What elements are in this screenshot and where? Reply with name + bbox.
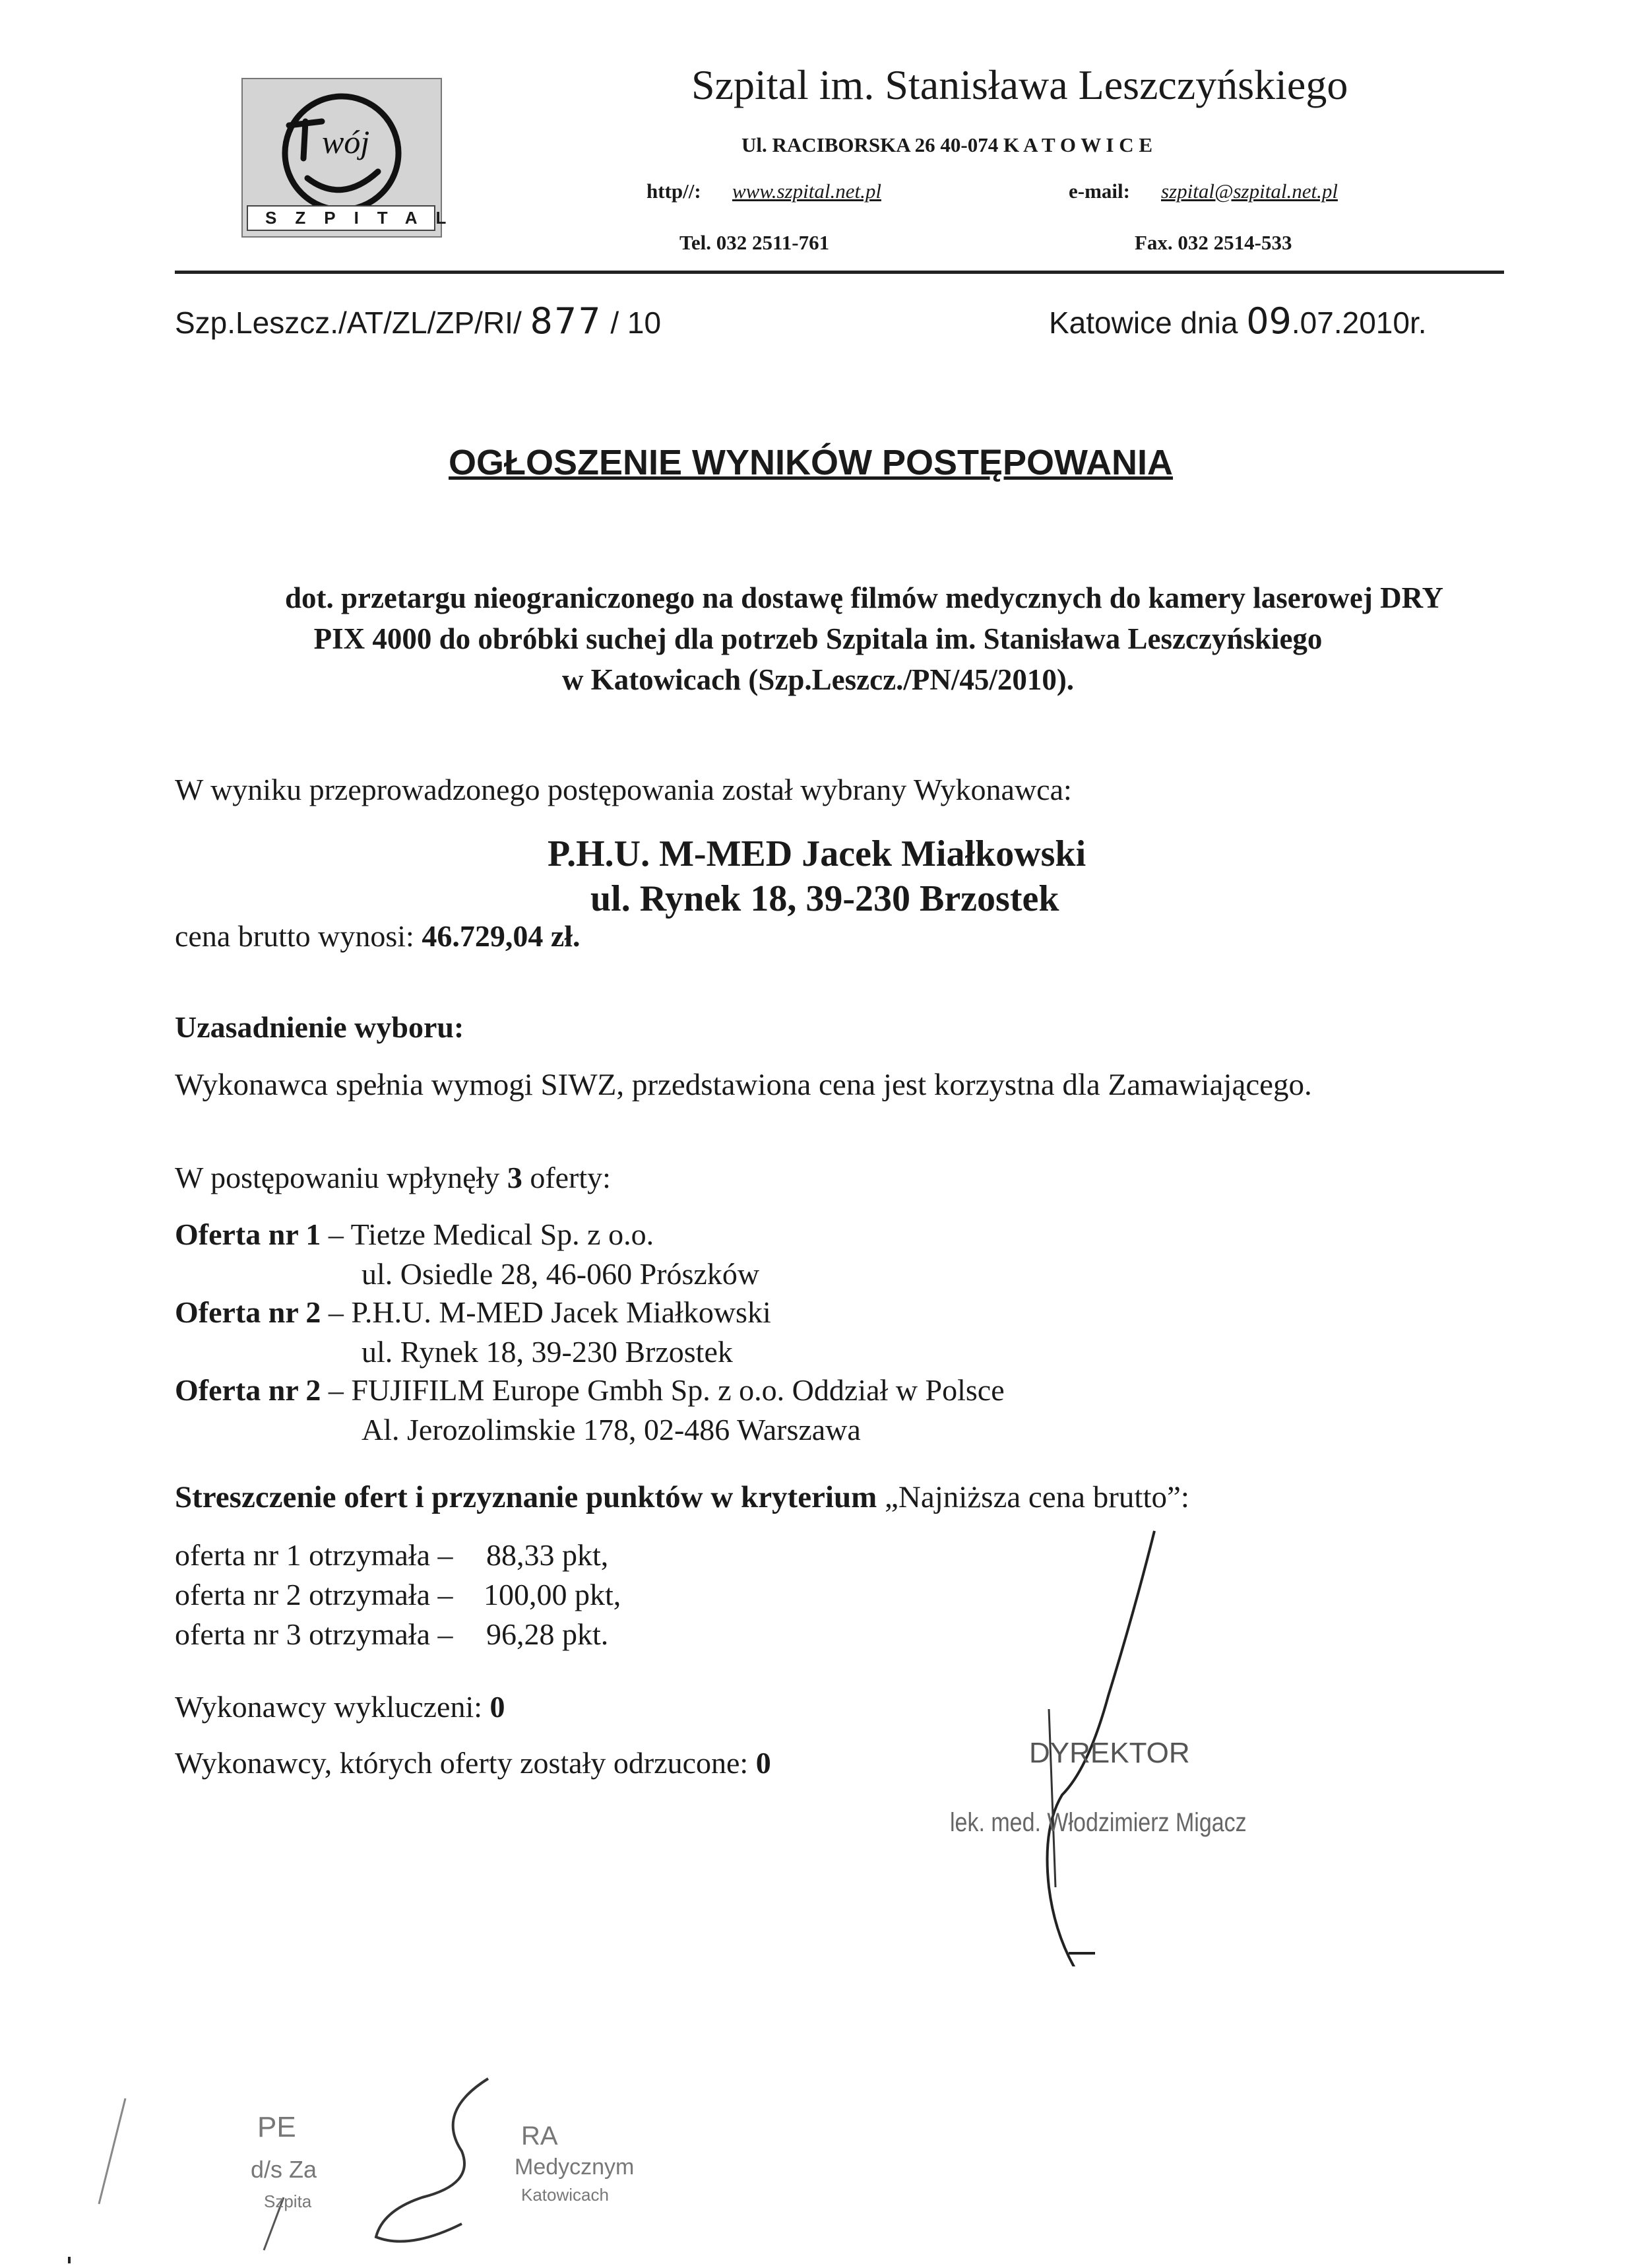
result-lead: W wyniku przeprowadzonego postępowania został wybrany Wykonawca: [175, 773, 1072, 806]
document-title: OGŁOSZENIE WYNIKÓW POSTĘPOWANIA [449, 443, 1174, 482]
justification-text: Wykonawca spełnia wymogi SIWZ, przedstawiona cena jest korzystna dla Zamawiającego. [175, 1068, 1312, 1102]
offer-address: ul. Osiedle 28, 46-060 Prószków [362, 1257, 760, 1291]
hospital-name: Szpital im. Stanisława Leszczyńskiego [691, 61, 1348, 108]
offer-company: – FUJIFILM Europe Gmbh Sp. z o.o. Oddział w Polsce [321, 1373, 1005, 1407]
stamp-line-6: Szpita [264, 2191, 312, 2211]
telephone: Tel. 032 2511-761 [679, 231, 830, 254]
winner-name: P.H.U. M-MED Jacek Miałkowski [548, 833, 1086, 874]
date-suffix: .07.2010r. [1291, 306, 1427, 340]
offers-count: 3 [507, 1161, 522, 1194]
offer-address: ul. Rynek 18, 39-230 Brzostek [362, 1335, 733, 1369]
reference-number [175, 300, 661, 342]
score-row [175, 1617, 609, 1652]
score-row [175, 1577, 621, 1612]
web-label: http//: [646, 179, 701, 203]
signature-stamp-name: lek. med. Włodzimierz Migacz [950, 1808, 1247, 1837]
rejected-offers [175, 1745, 771, 1780]
excluded-value: 0 [489, 1690, 505, 1724]
offer-label: Oferta nr 1 [175, 1217, 321, 1251]
price-value: 46.729,04 zł. [422, 919, 581, 953]
reference-handwritten-number: 877 [530, 300, 602, 342]
score-label: oferta nr 2 otrzymała – [175, 1578, 453, 1611]
winner-address: ul. Rynek 18, 39-230 Brzostek [590, 878, 1059, 919]
offer-label: Oferta nr 2 [175, 1373, 321, 1407]
svg-text:wój: wój [322, 123, 370, 160]
intro-line-3: w Katowicach (Szp.Leszcz./PN/45/2010). [561, 663, 1075, 696]
score-row [175, 1538, 609, 1572]
offer-label: Oferta nr 2 [175, 1295, 321, 1329]
intro-line-2: PIX 4000 do obróbki suchej dla potrzeb Szpitala im. Stanisława Leszczyńskiego [313, 622, 1323, 655]
offer-company: – P.H.U. M-MED Jacek Miałkowski [321, 1295, 771, 1329]
email-link[interactable]: szpital@szpital.net.pl [1161, 179, 1338, 203]
offer-item [175, 1373, 1005, 1408]
signature-stamp-title: DYREKTOR [1029, 1737, 1190, 1769]
offers-lead [175, 1160, 611, 1195]
logo-label: SZPITAL [247, 205, 435, 231]
offers-lead-prefix: W postępowaniu wpłynęły [175, 1161, 507, 1194]
score-points: 100,00 pkt, [484, 1578, 621, 1611]
stamp-line-3: Medycznym [515, 2155, 635, 2180]
score-points: 88,33 pkt, [486, 1538, 609, 1572]
score-label: oferta nr 3 otrzymała – [175, 1617, 453, 1651]
offer-address: Al. Jerozolimskie 178, 02-486 Warszawa [362, 1413, 861, 1446]
hospital-address: Ul. RACIBORSKA 26 40-074 K A T O W I C E [741, 133, 1153, 156]
stamp-line-1: PE [257, 2111, 296, 2143]
date-handwritten-day: 09 [1246, 300, 1292, 342]
stamp-line-2: RA [521, 2122, 558, 2151]
fax: Fax. 032 2514-533 [1135, 231, 1292, 254]
offers-lead-suffix: oferty: [522, 1161, 611, 1194]
bottom-stamp [66, 2072, 660, 2263]
price-label: cena brutto wynosi: [175, 919, 422, 953]
email-label: e-mail: [1069, 179, 1130, 203]
winner-price [175, 919, 581, 954]
hospital-logo [241, 78, 465, 238]
website-link[interactable]: www.szpital.net.pl [732, 179, 881, 203]
summary-heading-text: Streszczenie ofert i przyznanie punktów w kryterium [175, 1480, 885, 1514]
offer-company: – Tietze Medical Sp. z o.o. [321, 1217, 654, 1251]
score-label: oferta nr 1 otrzymała – [175, 1538, 453, 1572]
stamp-line-4: d/s Za [251, 2156, 317, 2183]
intro-line-1: dot. przetargu nieograniczonego na dostawę filmów medycznych do kamery laserowej DRY [284, 581, 1444, 614]
excluded-contractors [175, 1689, 505, 1724]
score-points: 96,28 pkt. [486, 1617, 609, 1651]
reference-suffix: / 10 [602, 306, 662, 340]
rejected-label: Wykonawcy, których oferty zostały odrzucone: [175, 1746, 756, 1780]
date-prefix: Katowice dnia [1049, 306, 1247, 340]
header-divider [175, 271, 1504, 274]
reference-prefix: Szp.Leszcz./AT/ZL/ZP/RI/ [175, 306, 530, 340]
offer-item [175, 1295, 771, 1330]
excluded-label: Wykonawcy wykluczeni: [175, 1690, 490, 1724]
document-date [1049, 300, 1427, 342]
rejected-value: 0 [755, 1746, 771, 1780]
summary-heading [175, 1479, 1189, 1515]
justification-heading: Uzasadnienie wyboru: [175, 1010, 464, 1044]
offer-item [175, 1217, 654, 1252]
summary-criterion: „Najniższa cena brutto”: [885, 1480, 1189, 1514]
stamp-line-5: Katowicach [521, 2185, 609, 2205]
